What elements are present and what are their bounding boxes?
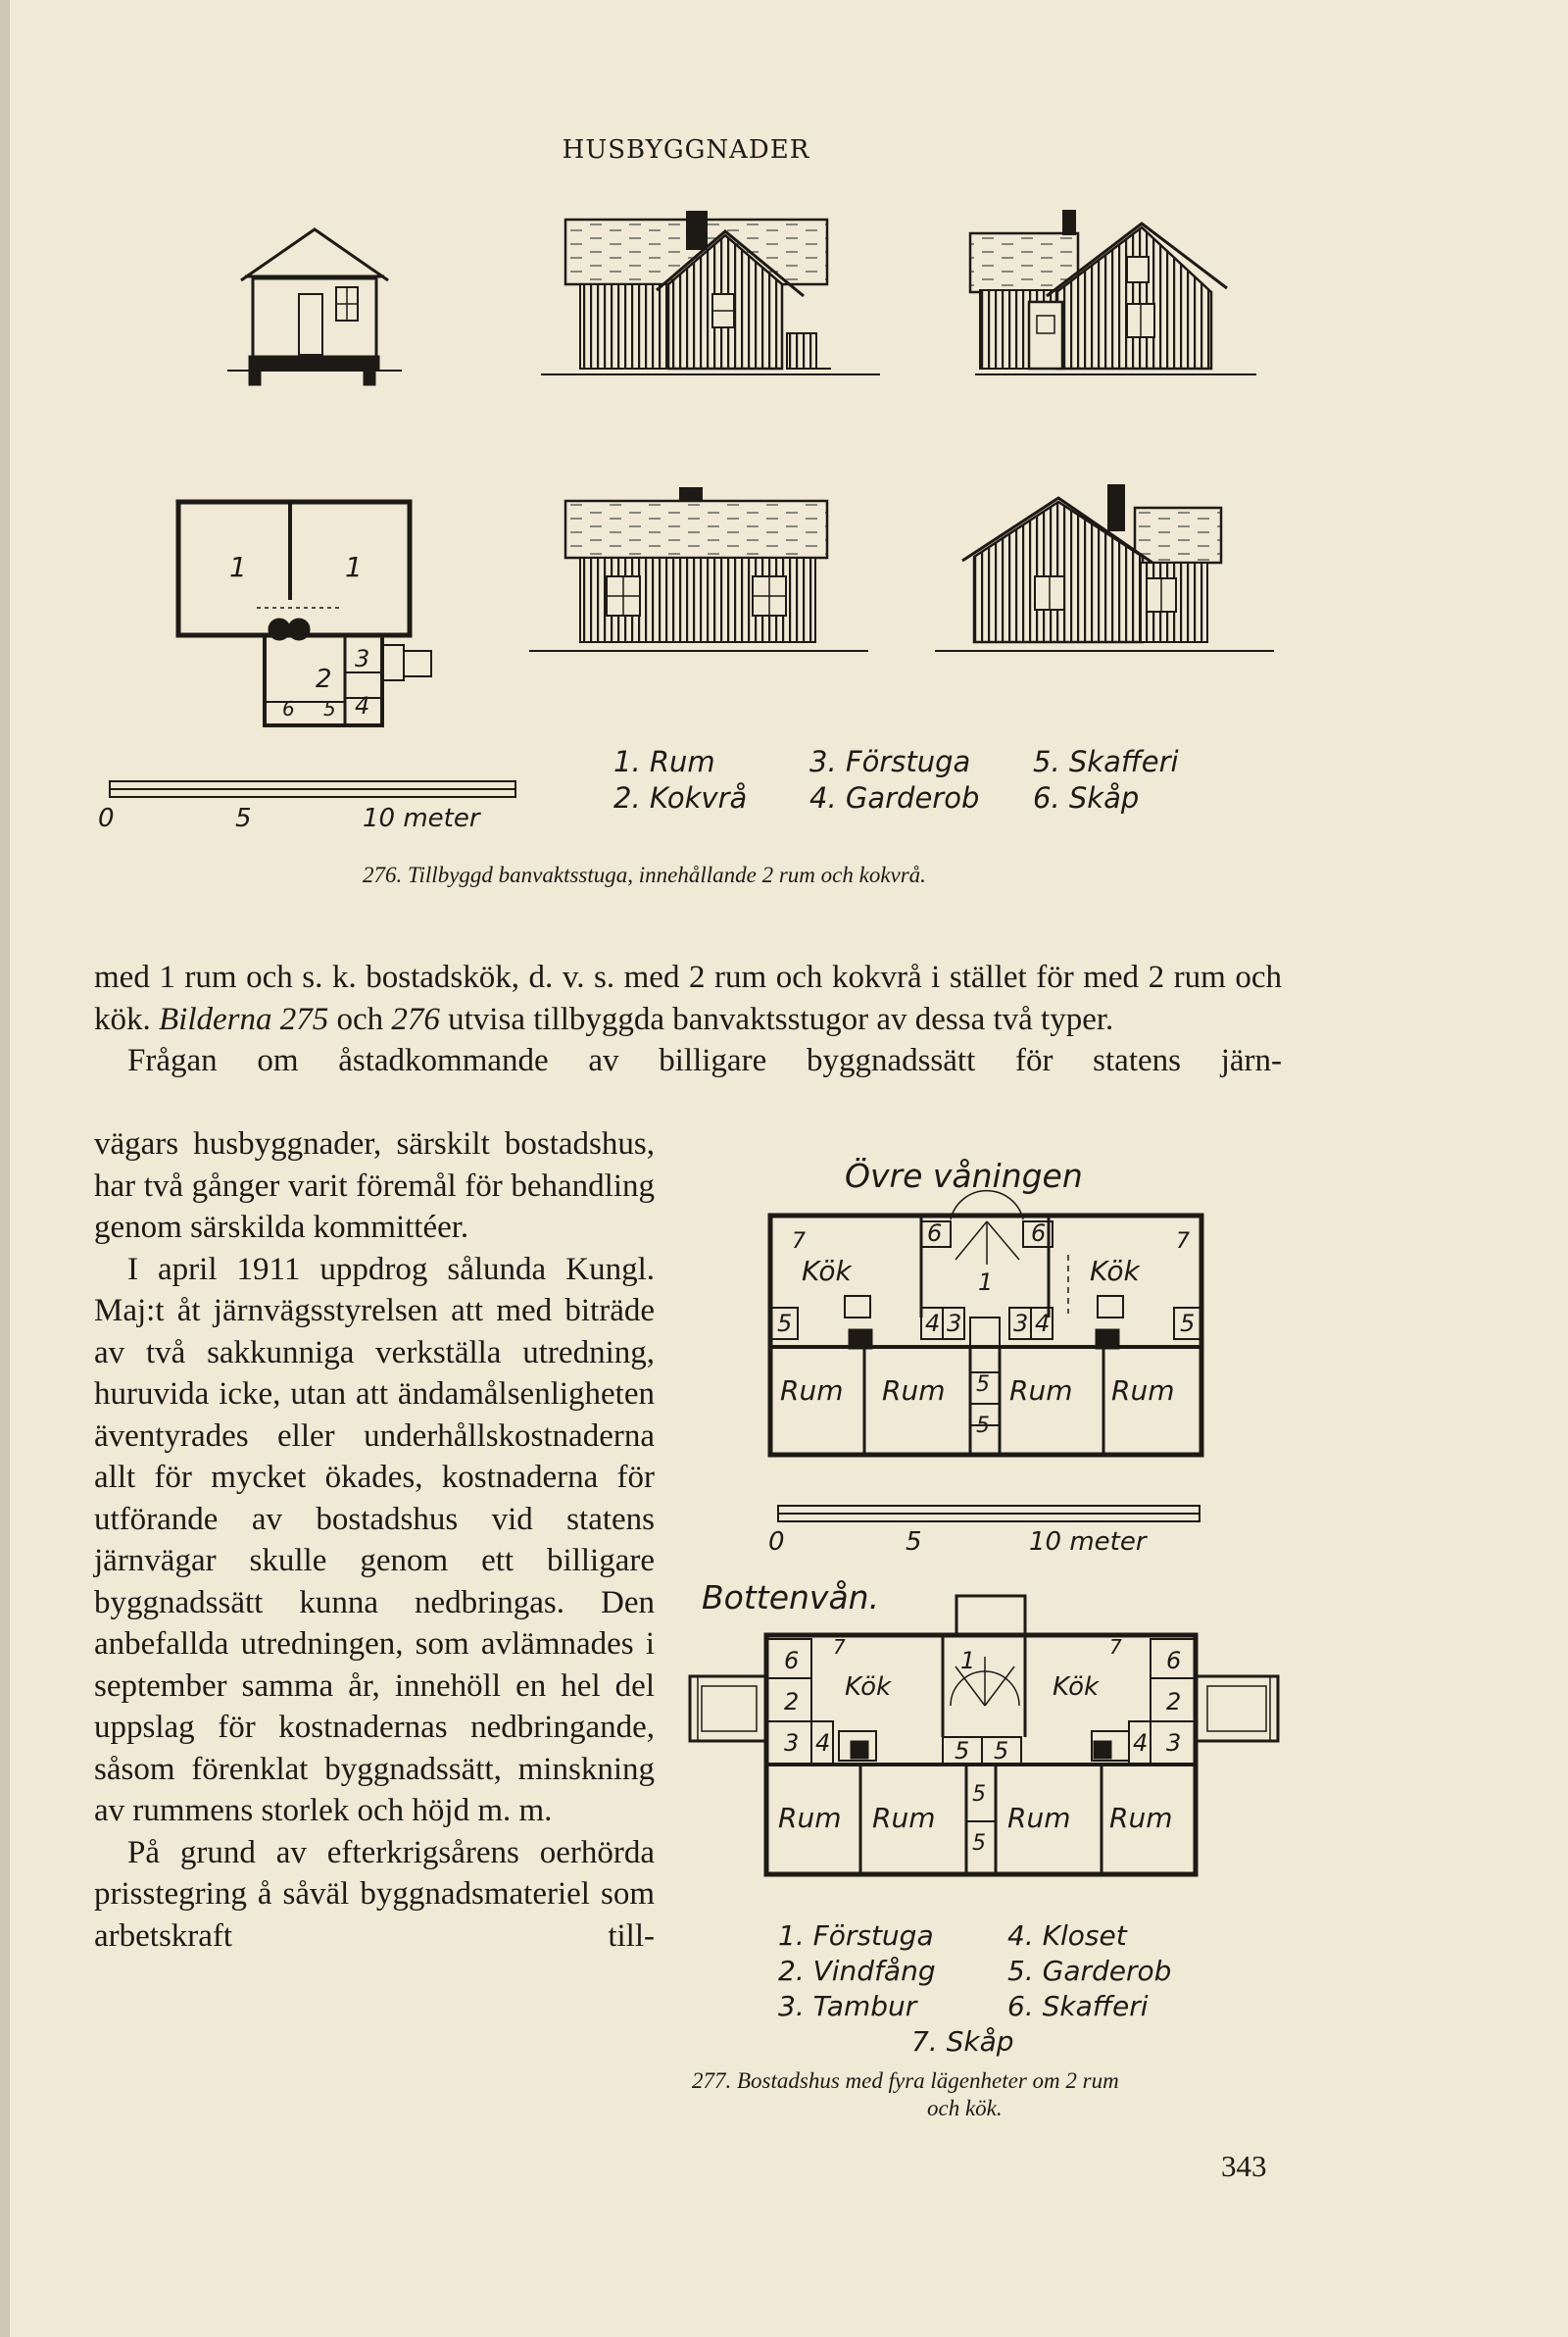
legend-276-6: 6. Skåp (1033, 781, 1140, 815)
lower-n-6b: 6 (1166, 1647, 1182, 1674)
upper-n-5d: 5 (976, 1414, 990, 1438)
lower-floor-title: Bottenvån. (702, 1578, 880, 1616)
lower-kok-right: Kök (1053, 1672, 1100, 1702)
lower-rum-4: Rum (1109, 1802, 1173, 1834)
plan-276-room-5: 5 (323, 697, 336, 721)
lower-n-5a: 5 (955, 1737, 970, 1765)
upper-n-5a: 5 (777, 1310, 793, 1337)
upper-n-6b: 6 (1031, 1219, 1047, 1247)
caption-277-line1: 277. Bostadshus med fyra lägenheter om 2 rum (692, 2068, 1119, 2093)
legend-277-4: 4. Kloset (1007, 1919, 1127, 1952)
legend-277-5: 5. Garderob (1007, 1955, 1172, 1987)
lower-n-1: 1 (960, 1647, 976, 1674)
upper-kok-right: Kök (1090, 1255, 1140, 1287)
running-header: HUSBYGGNADER (562, 135, 810, 165)
lower-n-6a: 6 (784, 1647, 800, 1674)
lower-n-4a: 4 (815, 1729, 831, 1757)
upper-floor-title: Övre våningen (845, 1157, 1083, 1195)
upper-n-3a: 3 (947, 1310, 962, 1337)
lower-n-3b: 3 (1166, 1729, 1182, 1757)
lower-n-7b: 7 (1109, 1635, 1122, 1659)
upper-n-5b: 5 (1180, 1310, 1196, 1337)
legend-276-2: 2. Kokvrå (613, 781, 748, 815)
upper-n-1: 1 (978, 1268, 994, 1296)
lower-n-2a: 2 (784, 1688, 800, 1715)
upper-n-3b: 3 (1013, 1310, 1029, 1337)
scale-277-mid: 5 (906, 1527, 922, 1557)
upper-rum-3: Rum (1009, 1374, 1073, 1407)
legend-276-3: 3. Förstuga (809, 745, 971, 778)
legend-277-1: 1. Förstuga (778, 1919, 934, 1952)
lower-n-7a: 7 (833, 1635, 846, 1659)
paragraph-2-cont: vägars husbyggnader, särskilt bostadshus, har två gånger varit föremål för behandling genom särskilda kommittéer. (94, 1126, 655, 1245)
upper-rum-4: Rum (1111, 1374, 1175, 1407)
page-number: 343 (1221, 2149, 1267, 2183)
legend-276-1: 1. Rum (613, 745, 715, 778)
upper-n-7b: 7 (1176, 1229, 1190, 1254)
scale-276-mid: 5 (235, 804, 252, 833)
plan-276-room-2: 2 (316, 665, 332, 694)
upper-n-7a: 7 (792, 1229, 806, 1254)
caption-276: 276. Tillbyggd banvaktsstuga, innehållande 2 rum och kokvrå. (363, 863, 926, 887)
paragraph-3: I april 1911 uppdrog sålunda Kungl. Maj:t åt järnvägsstyrelsen att med biträde av två sakkunniga verkställa utredning, huruvida icke, utan att ändamålsenligheten äventyrades eller underhållskostnaderna allt för mycket ökades, kostnaderna för utförande av bostadshus vid statens järnvägar skulle genom ett billigare byggnadssätt kunna nedbringas. Den anbefallda utredningen, som avlämnades i september samma år, innehöll en hel del uppslag för kostnadernas nedbringande, såsom förenklat byggnadssätt, minskning av rummens storlek och höjd m. m. (94, 1251, 655, 1828)
legend-277-7: 7. Skåp (911, 2025, 1014, 2058)
scale-276-zero: 0 (98, 804, 115, 833)
lower-n-4b: 4 (1133, 1729, 1149, 1757)
lower-n-5b: 5 (994, 1737, 1009, 1765)
scale-277-end: 10 meter (1029, 1527, 1147, 1557)
lower-rum-3: Rum (1007, 1802, 1071, 1834)
lower-rum-2: Rum (872, 1802, 936, 1834)
paragraph-1: med 1 rum och s. k. bostadskök, d. v. s. med 2 rum och kokvrå i stället för med 2 rum och kök. Bilderna 275 och 276 utvisa tillbyggda banvaktsstugor av dessa två typer. (94, 960, 1282, 1037)
upper-n-4b: 4 (1035, 1310, 1051, 1337)
lower-n-5c: 5 (972, 1782, 986, 1807)
plan-276-room-1a: 1 (229, 551, 247, 583)
upper-n-6a: 6 (927, 1219, 943, 1247)
lower-rum-1: Rum (778, 1802, 842, 1834)
upper-kok-left: Kök (802, 1255, 852, 1287)
paragraph-2-start: Frågan om åstadkommande av billigare byggnadssätt för statens järn- (127, 1043, 1282, 1078)
lower-kok-left: Kök (845, 1672, 892, 1702)
legend-277-3: 3. Tambur (778, 1990, 917, 2022)
legend-277-6: 6. Skafferi (1007, 1990, 1149, 2022)
lower-n-2b: 2 (1166, 1688, 1182, 1715)
lower-n-5d: 5 (972, 1831, 986, 1856)
caption-277-line2: och kök. (927, 2096, 1003, 2120)
paragraph-4: På grund av efterkrigsårens oerhörda prisstegring å såväl byggnadsmateriel som arbetskraft till- (94, 1834, 655, 1954)
legend-276-4: 4. Garderob (809, 781, 980, 815)
upper-n-4a: 4 (925, 1310, 941, 1337)
scale-276-end: 10 meter (363, 804, 480, 833)
plan-276-room-6: 6 (282, 697, 295, 721)
plan-276-room-4: 4 (355, 692, 370, 720)
legend-277-2: 2. Vindfång (778, 1955, 936, 1987)
upper-n-5c: 5 (976, 1372, 990, 1397)
upper-rum-1: Rum (780, 1374, 844, 1407)
scale-277-zero: 0 (768, 1527, 785, 1557)
plan-276-room-3: 3 (355, 645, 370, 672)
plan-276-room-1b: 1 (345, 551, 363, 583)
scale-bar-277 (778, 1506, 1200, 1521)
upper-rum-2: Rum (882, 1374, 946, 1407)
legend-276-5: 5. Skafferi (1033, 745, 1179, 778)
lower-n-3a: 3 (784, 1729, 800, 1757)
